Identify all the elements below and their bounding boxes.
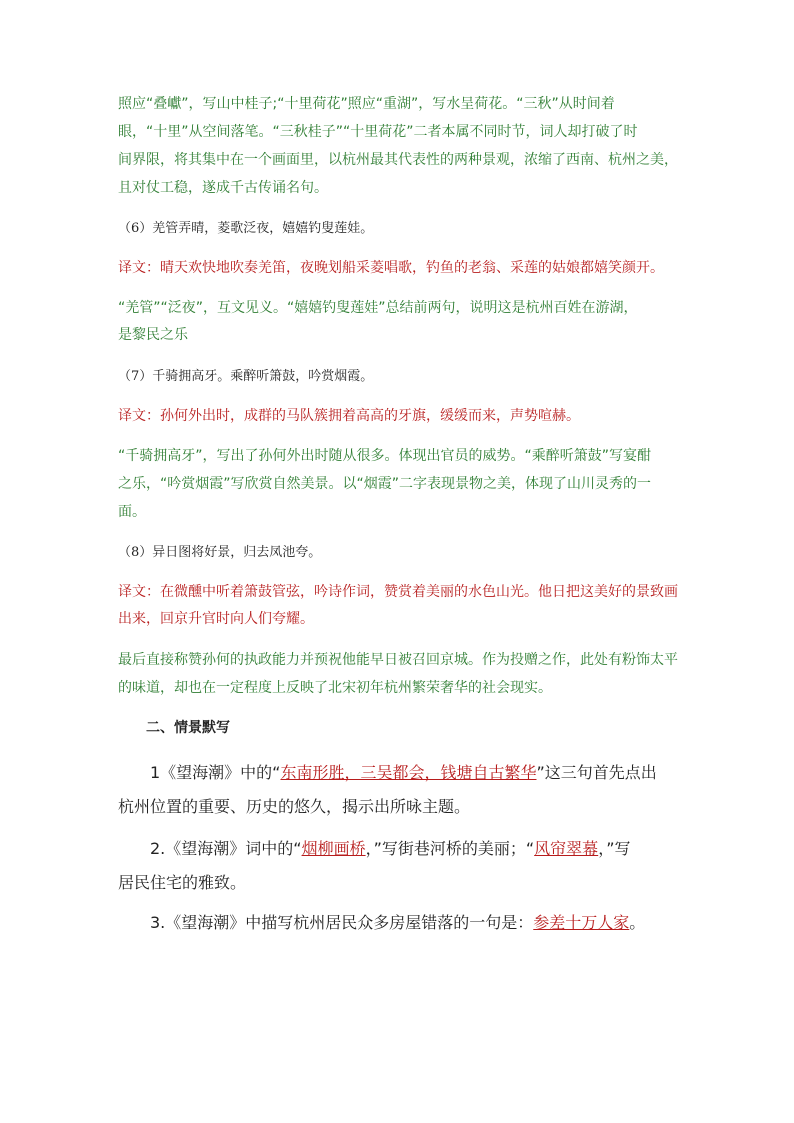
commentary-5-line-3: 间界限，将其集中在一个画面里，以杭州最其代表性的两种景观，浓缩了西南、杭州之美，: [118, 152, 678, 168]
question-1-line-1: [150, 756, 710, 789]
poem-line-7: （7）千骑拥高牙。乘醉听箫鼓，吟赏烟霞。: [118, 369, 374, 384]
question-3-prefix: 3.《望海潮》中描写杭州居民众多房屋错落的一句是：: [150, 913, 534, 932]
commentary-7-line-3: 面。: [118, 504, 146, 520]
section-heading: 二、情景默写: [146, 720, 230, 736]
poem-line-6: （6）羌管弄晴，菱歌泛夜，嬉嬉钓叟莲娃。: [118, 221, 374, 236]
question-3-line-1: [150, 906, 710, 939]
question-2-answer-2: 风帘翠幕: [534, 839, 599, 858]
question-3-suffix: 。: [629, 913, 646, 932]
translation-7: 译文：孙何外出时，成群的马队簇拥着高高的牙旗，缓缓而来，声势喧赫。: [118, 408, 580, 424]
commentary-5-line-1: 照应“叠巘”，写山中桂子;“十里荷花”照应“重湖”，写水呈荷花。“三秋”从时间着: [118, 96, 615, 112]
translation-6: 译文：晴天欢快地吹奏羌笛，夜晚划船采菱唱歌，钓鱼的老翁、采莲的姑娘都嬉笑颜开。: [118, 260, 664, 276]
commentary-7-line-1: “千骑拥高牙”，写出了孙何外出时随从很多。体现出官员的威势。“乘醉听箫鼓”写宴酣: [118, 448, 652, 464]
question-1-prefix: 1《望海潮》中的“: [150, 763, 281, 782]
translation-8-line-1: 译文：在微醺中听着箫鼓管弦，吟诗作词，赞赏着美丽的水色山光。他日把这美好的景致画: [118, 584, 678, 600]
commentary-5-line-2: 眼，“十里”从空间落笔。“三秋桂子”“十里荷花”二者本属不同时节，词人却打破了时: [118, 124, 638, 140]
question-2-line-2: 居民住宅的雅致。: [118, 873, 247, 892]
commentary-5-line-4: 且对仗工稳，遂成千古传诵名句。: [118, 180, 328, 196]
commentary-6-line-1: “羌管”“泛夜”，互文见义。“嬉嬉钓叟莲娃”总结前两句，说明这是杭州百姓在游湖，: [118, 300, 638, 316]
poem-line-8: （8）异日图将好景，归去凤池夸。: [118, 545, 322, 560]
question-1-suffix: ”这三句首先点出: [536, 763, 657, 782]
question-2-middle: ，”写街巷河桥的美丽；“: [365, 839, 535, 858]
question-1-answer: 东南形胜，三吴都会，钱塘自古繁华: [280, 763, 537, 782]
commentary-8-line-2: 的味道，却也在一定程度上反映了北宋初年杭州繁荣奢华的社会现实。: [118, 680, 552, 696]
commentary-6-line-2: 是黎民之乐: [118, 327, 188, 343]
question-2-prefix: 2.《望海潮》词中的“: [150, 839, 302, 858]
commentary-7-line-2: 之乐，“吟赏烟霞”写欣赏自然美景。以“烟霞”二字表现景物之美，体现了山川灵秀的一: [118, 476, 652, 492]
question-2-suffix: ，”写: [598, 839, 631, 858]
question-2-line-1: [150, 832, 710, 865]
question-1-line-2: 杭州位置的重要、历史的悠久，揭示出所咏主题。: [118, 797, 471, 816]
translation-8-line-2: 出来，回京升官时向人们夸耀。: [118, 611, 314, 627]
question-2-answer-1: 烟柳画桥: [301, 839, 366, 858]
commentary-8-line-1: 最后直接称赞孙何的执政能力并预祝他能早日被召回京城。作为投赠之作，此处有粉饰太平: [118, 652, 678, 668]
question-3-answer: 参差十万人家: [533, 913, 630, 932]
